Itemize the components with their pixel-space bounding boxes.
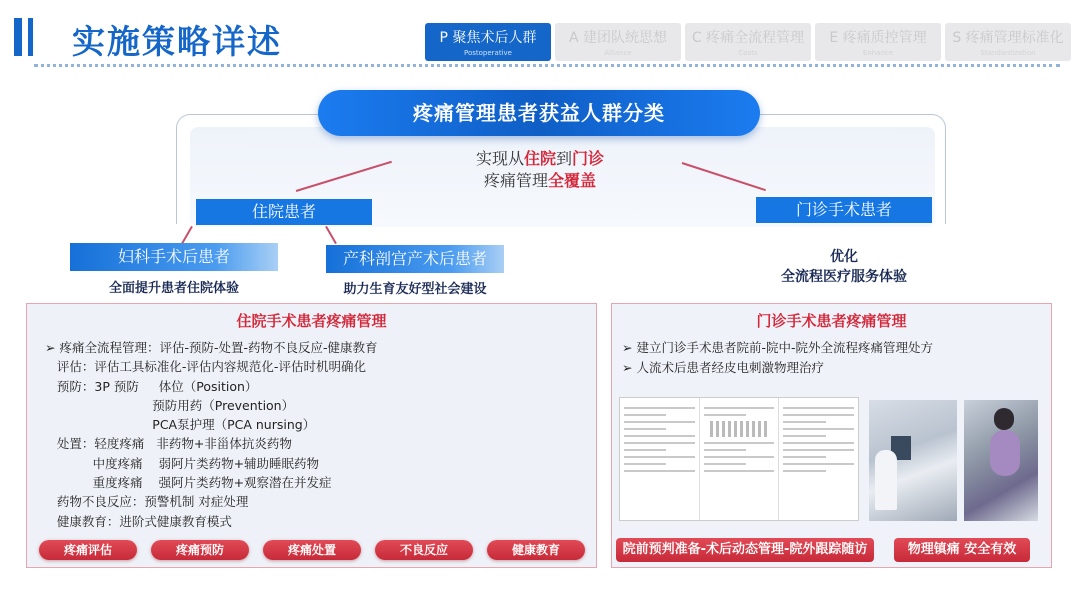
page-title: 实施策略详述 xyxy=(72,22,282,61)
list-item: 预防：3P 预防 体位（Position） xyxy=(45,378,258,394)
list-item: 中度疼痛 弱阿片类药物+辅助睡眠药物 xyxy=(45,455,320,471)
coverage-goal: 实现从住院到门诊 疼痛管理全覆盖 xyxy=(475,149,605,190)
tab-enhance[interactable]: E 疼痛质控管理 Enhance xyxy=(815,23,941,61)
tab-alliance[interactable]: A 建团队统思想 Alliance xyxy=(555,23,681,61)
classification-banner: 疼痛管理患者获益人群分类 xyxy=(318,90,760,136)
connector-obs xyxy=(325,226,337,244)
pill-prevention: 疼痛预防 xyxy=(151,540,249,560)
list-item: ➢ 疼痛全流程管理：评估-预防-处置-药物不良反应-健康教育 xyxy=(45,340,378,355)
inpatient-management-panel xyxy=(26,303,597,568)
form-page xyxy=(779,398,858,520)
strategy-tabs xyxy=(425,23,1071,61)
connector-gyn xyxy=(181,226,193,244)
outpatient-caption-1: 优化 xyxy=(830,249,858,265)
obstetrics-caption: 助力生育友好型社会建设 xyxy=(343,282,487,297)
prescription-forms-image xyxy=(619,397,859,521)
list-item: PCA泵护理（PCA nursing） xyxy=(45,417,316,433)
header-divider xyxy=(34,64,1060,67)
therapy-photo xyxy=(964,400,1038,521)
list-item: ➢ 建立门诊手术患者院前-院中-院外全流程疼痛管理处方 xyxy=(622,340,933,355)
outpatient-detail-list xyxy=(622,338,933,378)
outpatient-box: 门诊手术患者 xyxy=(756,197,932,223)
list-item: 药物不良反应：预警机制 对症处理 xyxy=(45,494,249,510)
inpatient-panel-title: 住院手术患者疼痛管理 xyxy=(236,312,387,330)
pill-health-education: 健康教育 xyxy=(487,540,585,560)
form-page xyxy=(620,398,700,520)
physical-analgesia-tag: 物理镇痛 安全有效 xyxy=(894,538,1030,562)
outpatient-management-panel xyxy=(611,303,1052,568)
list-item: 评估：评估工具标准化-评估内容规范化-评估时机明确化 xyxy=(45,359,366,375)
pill-assessment: 疼痛评估 xyxy=(39,540,137,560)
obstetrics-box: 产科剖宫产术后患者 xyxy=(326,245,504,273)
pill-adverse-reaction: 不良反应 xyxy=(375,540,473,560)
tab-standardization[interactable]: S 疼痛管理标准化 Standardization xyxy=(945,23,1071,61)
title-accent-bar xyxy=(14,18,22,56)
process-pills xyxy=(39,540,585,560)
list-item: 处置：轻度疼痛 非药物+非甾体抗炎药物 xyxy=(45,436,292,452)
list-item: ➢ 人流术后患者经皮电刺激物理治疗 xyxy=(622,360,824,375)
list-item: 健康教育：进阶式健康教育模式 xyxy=(45,513,232,529)
gynecology-box: 妇科手术后患者 xyxy=(70,243,278,271)
full-process-tag: 院前预判准备-术后动态管理-院外跟踪随访 xyxy=(616,538,874,562)
list-item: 预防用药（Prevention） xyxy=(45,397,295,413)
gynecology-caption: 全面提升患者住院体验 xyxy=(108,281,239,296)
inpatient-box: 住院患者 xyxy=(196,199,372,225)
form-page xyxy=(700,398,780,520)
pill-treatment: 疼痛处置 xyxy=(263,540,361,560)
outpatient-caption-2: 全流程医疗服务体验 xyxy=(781,269,907,285)
outpatient-panel-title: 门诊手术患者疼痛管理 xyxy=(756,312,907,330)
inpatient-detail-list xyxy=(45,338,378,531)
title-accent-bar-thin xyxy=(28,18,33,56)
tab-postoperative[interactable]: P 聚焦术后人群 Postoperative xyxy=(425,23,551,61)
tab-costs[interactable]: C 疼痛全流程管理 Costs xyxy=(685,23,811,61)
clinic-photo xyxy=(869,400,957,521)
list-item: 重度疼痛 强阿片类药物+观察潜在并发症 xyxy=(45,475,332,491)
